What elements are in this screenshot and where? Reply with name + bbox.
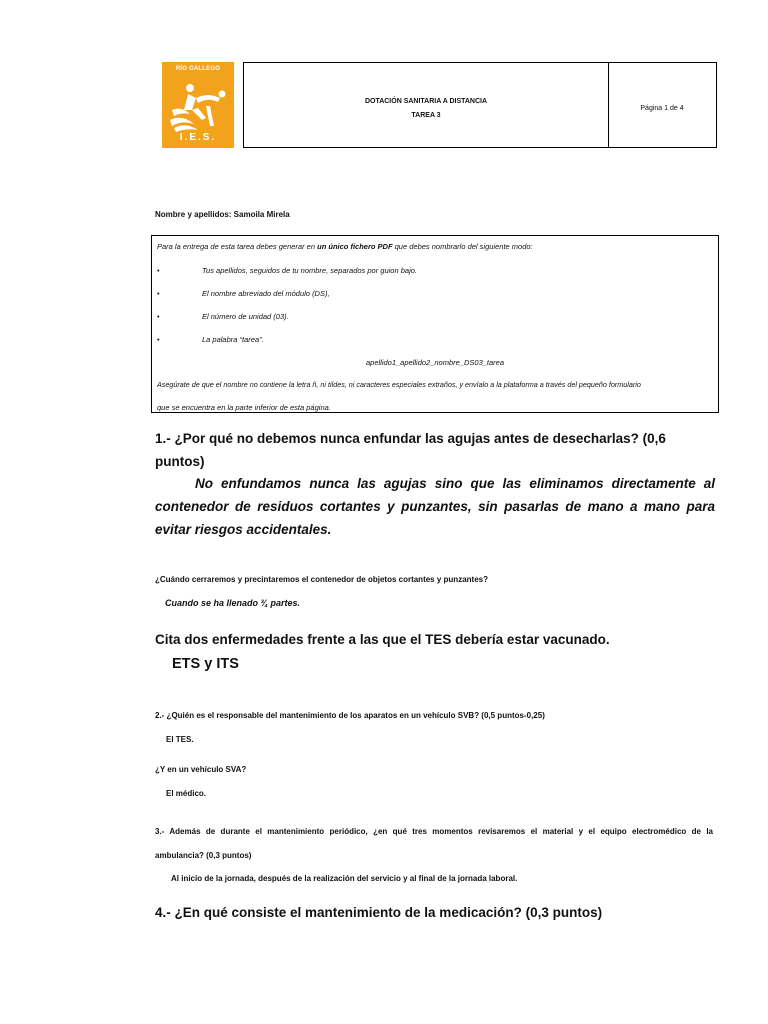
filename-example: apellido1_apellido2_nombre_DS03_tarea [365, 358, 505, 367]
question-2: 2.- ¿Quién es el responsable del mantenimiento de los aparatos en un vehículo SVB? (0,5 puntos-0,25) [155, 711, 545, 720]
instructions-box [151, 235, 719, 413]
answer-3: Al inicio de la jornada, después de la realización del servicio y al final de la jornada laboral. [171, 874, 518, 883]
question-3-line1: 3.- Además de durante el mantenimiento periódico, ¿en qué tres momentos revisaremos el material y el equipo electromédico de la [155, 827, 713, 836]
answer-1c: ETS y ITS [172, 656, 239, 672]
instruction-bullet: El número de unidad (03). [202, 312, 289, 321]
answer-2b: El médico. [166, 789, 207, 798]
instructions-note: que se encuentra en la parte inferior de esta página. [157, 403, 331, 412]
logo-bottom-text: I.E.S. [179, 132, 217, 143]
instructions-intro: Para la entrega de esta tarea debes generar en un único fichero PDF que debes nombrarlo del siguiente modo: [157, 242, 533, 251]
bullet-symbol: • [157, 312, 160, 321]
logo-top-text: RÍO GALLEGO [175, 66, 221, 72]
question-2b: ¿Y en un vehículo SVA? [155, 765, 247, 774]
question-1b: ¿Cuándo cerraremos y precintaremos el contenedor de objetos cortantes y punzantes? [155, 575, 488, 584]
question-1c: Cita dos enfermedades frente a las que el TES debería estar vacunado. [155, 632, 610, 647]
question-4: 4.- ¿En qué consiste el mantenimiento de la medicación? (0,3 puntos) [155, 905, 603, 920]
instruction-bullet: El nombre abreviado del módulo (DS), [202, 289, 330, 298]
bullet-symbol: • [157, 266, 160, 275]
student-name: Nombre y apellidos: Samoila Mirela [155, 210, 290, 219]
instruction-bullet: La palabra “tarea”. [202, 335, 264, 344]
question-3-line2: ambulancia? (0,3 puntos) [155, 851, 252, 860]
bullet-symbol: • [157, 289, 160, 298]
bullet-symbol: • [157, 335, 160, 344]
header-table [243, 62, 717, 148]
question-1: 1.- ¿Por qué no debemos nunca enfundar las agujas antes de desecharlas? (0,6 puntos) [155, 431, 666, 469]
instructions-note: Asegúrate de que el nombre no contiene la letra ñ, ni tildes, ni caracteres especiales extraños, y envíalo a la plataforma a través del pequeño formulario [157, 380, 641, 389]
page-number: Página 1 de 4 [640, 105, 684, 112]
header-subtitle: TAREA 3 [411, 112, 441, 119]
school-logo [162, 62, 234, 148]
answer-1b: Cuando se ha llenado ¾ partes. [165, 598, 301, 608]
instruction-bullet: Tus apellidos, seguidos de tu nombre, separados por guion bajo. [202, 266, 417, 275]
answer-1: No enfundamos nunca las agujas sino que las eliminamos directamente al contenedor de residuos cortantes y punzantes, sin pasarlas de mano a mano para evitar riesgos accidentales. [155, 476, 715, 537]
header-title: DOTACIÓN SANITARIA A DISTANCIA [364, 98, 488, 105]
answer-2: El TES. [166, 735, 194, 744]
